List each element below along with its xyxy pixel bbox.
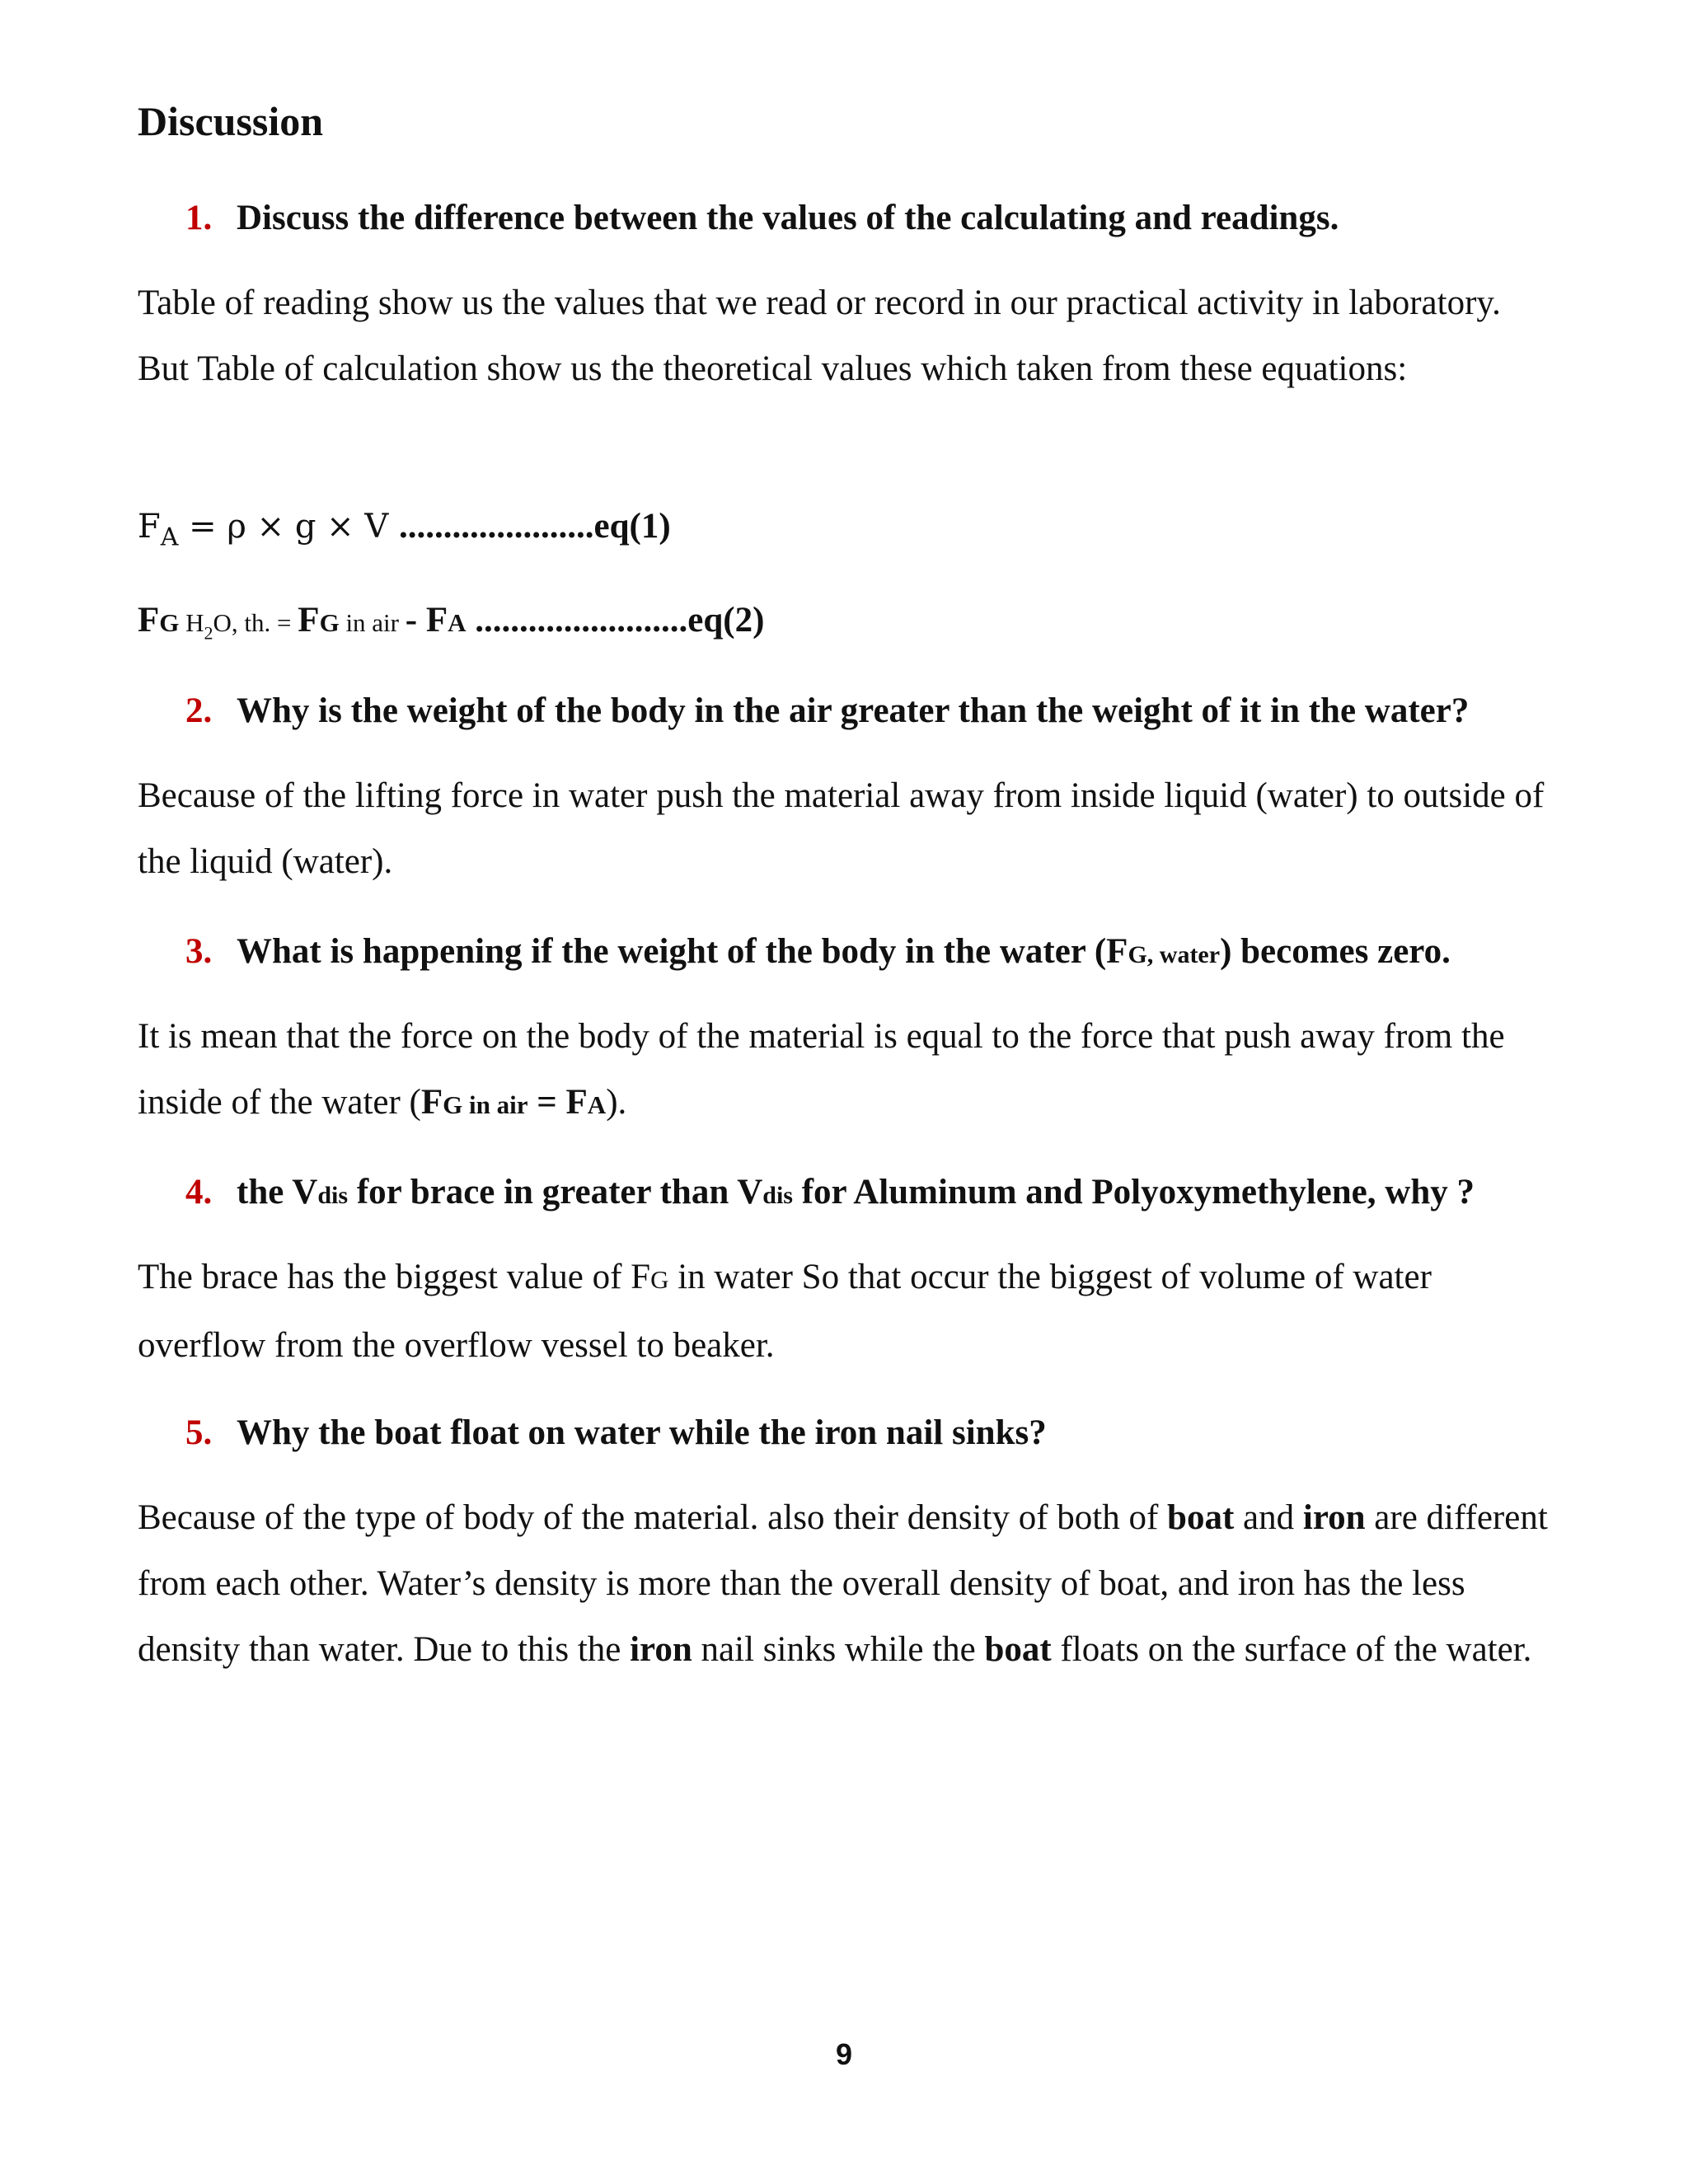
question-text: Discuss the difference between the values of the calculating and readings.	[237, 199, 1339, 237]
answer-5-t1: Because of the type of body of the material. also their density of both of	[138, 1498, 1168, 1537]
question-number: 1.	[185, 199, 213, 237]
answer-5-t4: nail sinks while the	[692, 1630, 985, 1669]
question-text-pre: the V	[237, 1173, 318, 1212]
eq2-f3: F	[425, 601, 448, 640]
question-number: 3.	[185, 932, 213, 971]
answer-3-f1-sub: G in air	[443, 1090, 528, 1119]
eq2-mid: H	[179, 608, 204, 637]
eq2-f3-sub: A	[448, 608, 467, 637]
equation-2	[138, 600, 764, 644]
answer-3-f1: F	[420, 1083, 443, 1122]
eq1-lhs-sub: A	[160, 523, 179, 552]
eq2-label: ........................eq(2)	[466, 601, 765, 640]
question-4	[185, 1172, 1475, 1212]
answer-5-b3: iron	[630, 1630, 692, 1669]
section-heading: Discussion	[138, 98, 324, 144]
answer-4-pre: The brace has the biggest value of F	[138, 1258, 651, 1296]
eq1-lhs: F	[138, 508, 161, 546]
answer-1: Table of reading show us the values that we read or record in our practical activity in laboratory. But Table of calculation show us the theoretical values which taken from these equations:	[138, 284, 1501, 388]
question-text: Why is the weight of the body in the air greater than the weight of it in the water?	[237, 691, 1470, 730]
answer-3-end: ).	[606, 1083, 627, 1122]
eq2-in-air: in air	[339, 608, 406, 637]
eq1-rhs: = ρ × g × V	[178, 508, 399, 546]
answer-5-b1: boat	[1167, 1498, 1235, 1537]
equation-1	[138, 506, 671, 552]
eq2-mid2: O, th. =	[213, 608, 298, 637]
question-number: 2.	[185, 691, 213, 730]
answer-4	[138, 1244, 1555, 1379]
answer-3-f2: F	[565, 1083, 588, 1122]
answer-3	[138, 1004, 1555, 1138]
answer-5-b4: boat	[984, 1630, 1052, 1669]
question-5	[185, 1413, 1047, 1453]
question-text-post: for Aluminum and Polyoxymethylene, why ?	[792, 1173, 1475, 1212]
eq1-label: ......................eq(1)	[399, 507, 671, 546]
eq2-minus: -	[405, 601, 426, 640]
question-1	[185, 198, 1339, 238]
answer-4-post: in water So that occur the biggest of volume of water overflow from the overflow vessel to beaker.	[138, 1258, 1432, 1365]
question-number: 5.	[185, 1413, 213, 1452]
question-text-pre: What is happening if the weight of the body in the water (F	[237, 932, 1128, 971]
answer-5-b2: iron	[1302, 1498, 1366, 1537]
eq2-f: F	[138, 601, 160, 640]
answer-5	[138, 1485, 1555, 1683]
question-number: 4.	[185, 1173, 213, 1212]
question-3	[185, 931, 1451, 972]
answer-2: Because of the lifting force in water push the material away from inside liquid (water) to outside of the liquid (water).	[138, 776, 1545, 881]
answer-3-text: It is mean that the force on the body of the material is equal to the force that push away from the inside of the water (	[138, 1017, 1505, 1122]
eq2-f2: F	[298, 601, 320, 640]
question-text-mid: for brace in greater than V	[348, 1173, 763, 1212]
question-text-post: ) becomes zero.	[1220, 932, 1451, 971]
question-text-sub: G, water	[1128, 941, 1221, 968]
answer-3-eq: =	[528, 1083, 566, 1122]
answer-3-f2-sub: A	[587, 1090, 607, 1119]
page-number: 9	[835, 2037, 853, 2071]
eq2-f2-sub: G	[319, 608, 340, 637]
answer-5-t2: and	[1234, 1498, 1303, 1537]
answer-4-sub: G	[650, 1265, 669, 1294]
eq2-f-sub: G	[159, 608, 180, 637]
question-text: Why the boat float on water while the iron nail sinks?	[237, 1413, 1047, 1452]
answer-5-t5: floats on the surface of the water.	[1051, 1630, 1532, 1669]
question-sub-1: dis	[317, 1182, 349, 1209]
question-2	[185, 691, 1469, 731]
eq2-h2o-sub: 2	[204, 622, 213, 644]
answer-5-t3: are different from each other. Water’s density is more than the overall density of boat, and iron has the less density than water. Due to this the	[138, 1498, 1548, 1669]
question-sub-2: dis	[762, 1182, 793, 1209]
